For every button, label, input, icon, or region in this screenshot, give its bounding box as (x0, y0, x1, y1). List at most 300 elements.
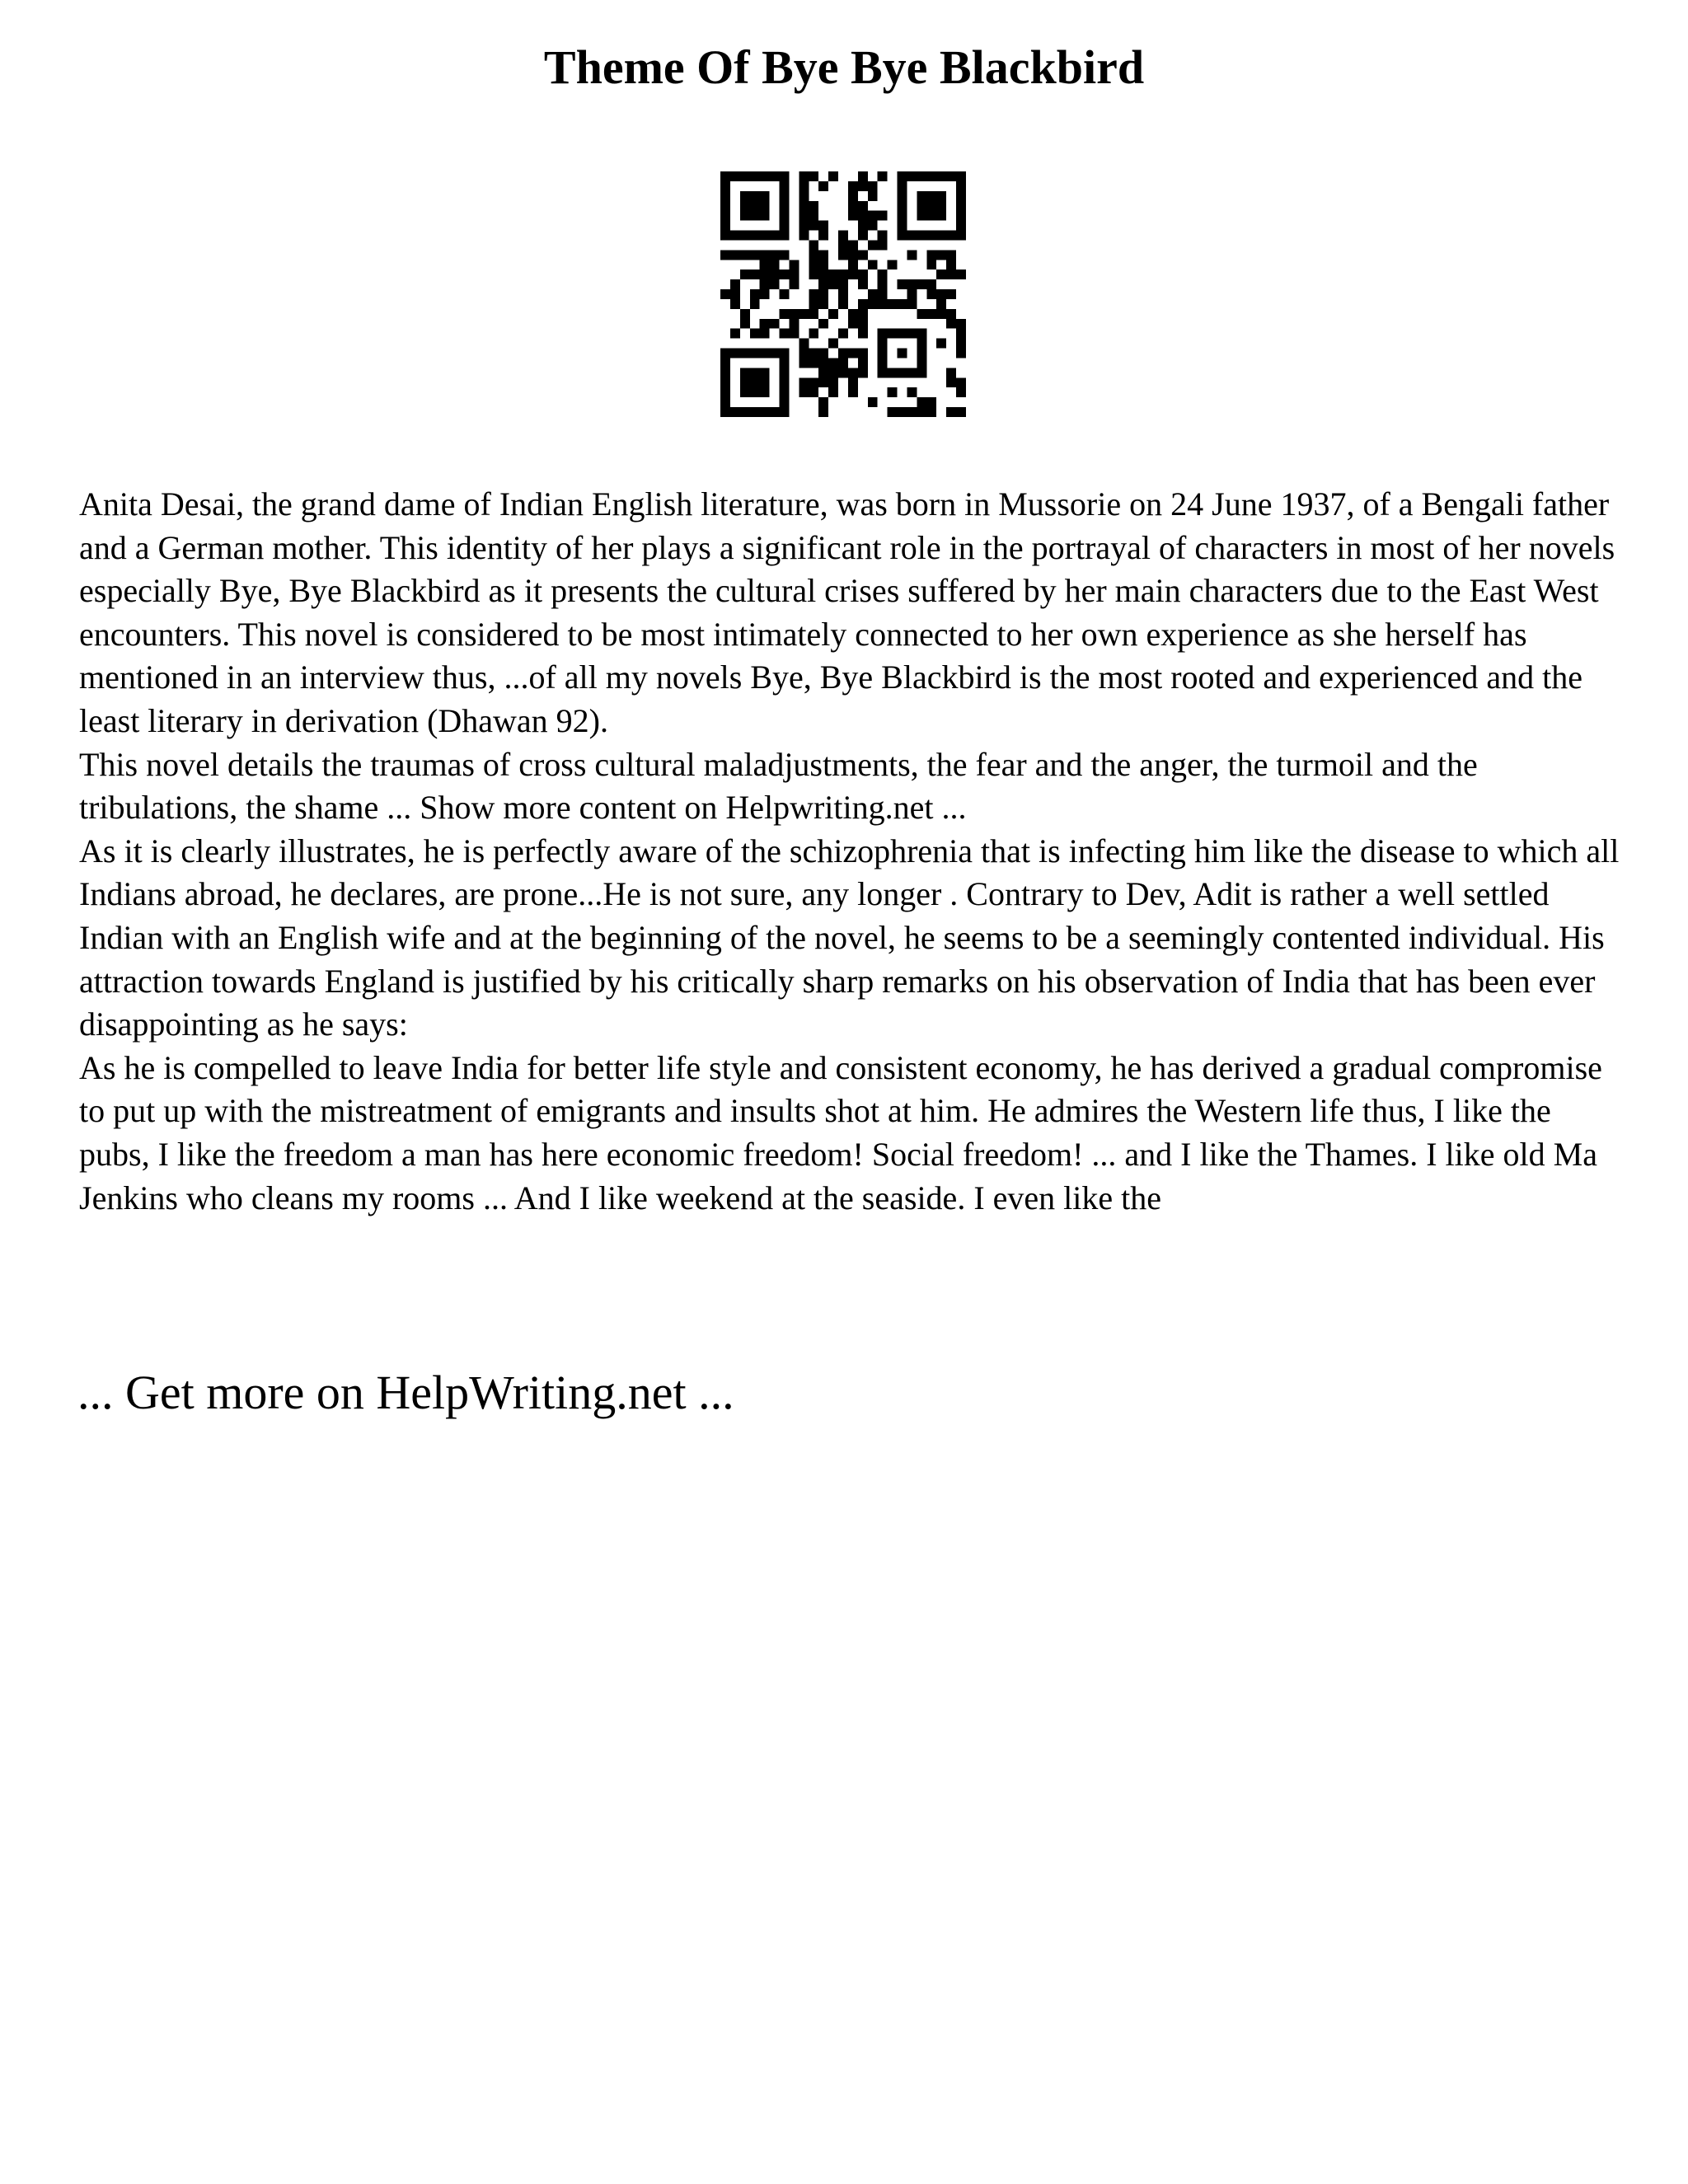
qr-module (917, 309, 926, 319)
qr-module (888, 329, 898, 339)
qr-module (888, 407, 898, 417)
qr-module (818, 289, 828, 299)
qr-module (936, 231, 946, 241)
qr-module (946, 368, 956, 377)
qr-module (760, 319, 770, 329)
qr-module (750, 387, 760, 397)
qr-module (780, 387, 790, 397)
qr-module (828, 387, 838, 397)
qr-module (946, 250, 956, 260)
qr-module (809, 211, 818, 221)
qr-module (828, 377, 838, 387)
qr-module (760, 289, 770, 299)
qr-module (946, 407, 956, 417)
qr-module (799, 171, 809, 181)
qr-module (936, 269, 946, 279)
qr-module (926, 250, 936, 260)
qr-module (818, 319, 828, 329)
qr-module (740, 250, 750, 260)
qr-module (926, 171, 936, 181)
qr-module (858, 201, 868, 211)
qr-module (878, 269, 888, 279)
qr-module (917, 201, 926, 211)
qr-module (926, 191, 936, 201)
qr-module (848, 349, 858, 359)
qr-module (868, 397, 878, 407)
qr-module (868, 211, 878, 221)
qr-module (888, 387, 898, 397)
qr-module (898, 191, 907, 201)
qr-module (828, 339, 838, 349)
qr-module (780, 368, 790, 377)
qr-module (858, 279, 868, 289)
qr-module (858, 309, 868, 319)
qr-module (799, 211, 809, 221)
qr-module (946, 171, 956, 181)
qr-module (907, 231, 917, 241)
qr-module (936, 191, 946, 201)
qr-module (730, 289, 740, 299)
qr-module (838, 240, 848, 250)
qr-module (809, 240, 818, 250)
qr-module (809, 329, 818, 339)
qr-module (809, 309, 818, 319)
qr-module (917, 211, 926, 221)
qr-module (720, 221, 730, 231)
qr-module (780, 397, 790, 407)
qr-module (917, 368, 926, 377)
qr-module (740, 231, 750, 241)
qr-module (780, 309, 790, 319)
qr-module (848, 269, 858, 279)
qr-module (818, 377, 828, 387)
qr-module (907, 299, 917, 309)
qr-module (740, 349, 750, 359)
paragraph-intro: Anita Desai, the grand dame of Indian English literature, was born in Mussorie on 24 June 1937, of a Bengali father and a German mother. This identity of her plays a significant role in the portrayal of characters in most of her novels especially Bye, Bye Blackbird as it presents the cultural crises suffered by her main characters due to the East West encounters. This novel is considered to be most intimately connected to her own experience as she herself has mentioned in an interview thus, ...of all my novels Bye, Bye Blackbird is the most rooted and experienced and the least literary in derivation (Dhawan 92). (79, 485, 1615, 739)
qr-module (868, 181, 878, 191)
qr-module (946, 260, 956, 269)
qr-module (848, 387, 858, 397)
qr-module (760, 191, 770, 201)
qr-module (858, 269, 868, 279)
qr-module (720, 349, 730, 359)
qr-module (888, 368, 898, 377)
qr-module (740, 368, 750, 377)
qr-module (809, 221, 818, 231)
qr-module (936, 309, 946, 319)
qr-module (936, 201, 946, 211)
qr-code-icon (720, 171, 966, 417)
qr-module (720, 368, 730, 377)
qr-module (946, 269, 956, 279)
qr-module (858, 221, 868, 231)
qr-module (898, 279, 907, 289)
qr-module (898, 349, 907, 359)
qr-module (858, 368, 868, 377)
qr-module (917, 231, 926, 241)
qr-module (956, 339, 966, 349)
qr-module (760, 387, 770, 397)
qr-module (740, 377, 750, 387)
qr-module (946, 231, 956, 241)
qr-module (799, 191, 809, 201)
qr-module (750, 377, 760, 387)
qr-module (740, 211, 750, 221)
qr-module (809, 250, 818, 260)
qr-module (878, 171, 888, 181)
qr-module (848, 191, 858, 201)
qr-module (898, 171, 907, 181)
qr-module (760, 201, 770, 211)
qr-module (946, 377, 956, 387)
qr-module (926, 397, 936, 407)
qr-module (720, 231, 730, 241)
qr-module (868, 221, 878, 231)
qr-module (799, 349, 809, 359)
qr-module (956, 319, 966, 329)
qr-module (720, 250, 730, 260)
paragraph-traumas: This novel details the traumas of cross cultural maladjustments, the fear and the anger, the turmoil and the tribulations, the shame ... Show more content on Helpwriting.net ... (79, 745, 1478, 827)
qr-module (858, 349, 868, 359)
qr-module (720, 377, 730, 387)
qr-module (838, 349, 848, 359)
qr-module (878, 358, 888, 368)
qr-module (907, 387, 917, 397)
qr-module (848, 368, 858, 377)
qr-module (799, 387, 809, 397)
qr-module (946, 319, 956, 329)
qr-module (956, 407, 966, 417)
qr-module (936, 250, 946, 260)
qr-module (838, 231, 848, 241)
qr-module (730, 171, 740, 181)
qr-module (936, 171, 946, 181)
qr-module (858, 231, 868, 241)
qr-module (799, 221, 809, 231)
qr-module (780, 191, 790, 201)
qr-module (770, 279, 780, 289)
paragraph-schizophrenia: As it is clearly illustrates, he is perfectly aware of the schizophrenia that is infecting him like the disease to which all Indians abroad, he declares, are prone...He is not sure, any longer . Contrary to Dev, Adit is rather a well settled Indian with an English wife and at the beginning of the novel, he seems to be a seemingly contented individual. His attraction towards England is justified by his critically sharp remarks on his observation of India that has been ever disappointing as he says: (79, 832, 1620, 1043)
qr-module (878, 329, 888, 339)
qr-module (898, 231, 907, 241)
qr-module (907, 329, 917, 339)
qr-module (818, 231, 828, 241)
qr-module (720, 289, 730, 299)
qr-module (917, 329, 926, 339)
qr-module (750, 231, 760, 241)
qr-module (946, 289, 956, 299)
qr-module (780, 250, 790, 260)
qr-module (848, 309, 858, 319)
qr-module (898, 329, 907, 339)
qr-module (818, 368, 828, 377)
qr-module (799, 358, 809, 368)
qr-module (760, 171, 770, 181)
qr-module (760, 211, 770, 221)
qr-module (760, 231, 770, 241)
qr-module (907, 289, 917, 299)
qr-module (818, 181, 828, 191)
qr-module (818, 397, 828, 407)
qr-module (760, 377, 770, 387)
qr-module (917, 171, 926, 181)
qr-module (818, 349, 828, 359)
document-body (79, 483, 1620, 1220)
qr-module (780, 349, 790, 359)
qr-module (848, 319, 858, 329)
qr-module (828, 309, 838, 319)
qr-module (770, 349, 780, 359)
qr-module (760, 349, 770, 359)
qr-module (956, 329, 966, 339)
qr-module (720, 171, 730, 181)
qr-module (858, 329, 868, 339)
qr-module (760, 329, 770, 339)
qr-module (838, 250, 848, 260)
qr-module (878, 289, 888, 299)
qr-module (809, 377, 818, 387)
qr-module (878, 368, 888, 377)
qr-module (770, 407, 780, 417)
qr-module (760, 250, 770, 260)
qr-module (760, 279, 770, 289)
qr-module (789, 279, 799, 289)
qr-module (789, 269, 799, 279)
qr-module (750, 349, 760, 359)
qr-module (858, 181, 868, 191)
qr-module (936, 211, 946, 221)
qr-module (956, 171, 966, 181)
qr-module (799, 201, 809, 211)
qr-module (858, 211, 868, 221)
qr-module (740, 319, 750, 329)
qr-module (818, 221, 828, 231)
qr-code-graphic (720, 171, 966, 417)
qr-module (868, 299, 878, 309)
qr-module (926, 279, 936, 289)
qr-module (878, 240, 888, 250)
qr-module (898, 368, 907, 377)
qr-module (956, 181, 966, 191)
qr-module (730, 299, 740, 309)
qr-module (720, 387, 730, 397)
qr-module (750, 368, 760, 377)
qr-module (780, 377, 790, 387)
qr-module (730, 279, 740, 289)
qr-module (750, 201, 760, 211)
qr-module (720, 397, 730, 407)
qr-module (750, 250, 760, 260)
qr-module (878, 299, 888, 309)
qr-module (858, 358, 868, 368)
qr-module (838, 279, 848, 289)
qr-module (838, 299, 848, 309)
qr-module (740, 269, 750, 279)
qr-module (858, 171, 868, 181)
qr-module (838, 289, 848, 299)
qr-module (898, 181, 907, 191)
qr-module (917, 397, 926, 407)
qr-module (780, 329, 790, 339)
qr-module (720, 201, 730, 211)
qr-module (799, 339, 809, 349)
qr-module (809, 289, 818, 299)
qr-module (838, 329, 848, 339)
qr-module (760, 368, 770, 377)
qr-module (848, 377, 858, 387)
qr-module (936, 299, 946, 309)
qr-module (818, 358, 828, 368)
qr-module (780, 358, 790, 368)
qr-module (780, 289, 790, 299)
qr-module (907, 407, 917, 417)
qr-module (926, 309, 936, 319)
qr-module (799, 181, 809, 191)
qr-module (848, 201, 858, 211)
qr-module (789, 319, 799, 329)
qr-module (888, 260, 898, 269)
qr-module (780, 231, 790, 241)
qr-module (917, 339, 926, 349)
qr-module (760, 407, 770, 417)
qr-module (780, 201, 790, 211)
qr-module (818, 260, 828, 269)
qr-module (878, 231, 888, 241)
qr-module (936, 339, 946, 349)
qr-module (898, 221, 907, 231)
qr-module (956, 231, 966, 241)
qr-module (730, 349, 740, 359)
qr-module (780, 221, 790, 231)
qr-module (828, 269, 838, 279)
qr-module (809, 201, 818, 211)
qr-module (809, 358, 818, 368)
qr-module (818, 269, 828, 279)
qr-module (770, 231, 780, 241)
qr-module (740, 407, 750, 417)
qr-module (750, 211, 760, 221)
qr-module (858, 299, 868, 309)
qr-module (878, 339, 888, 349)
qr-module (789, 329, 799, 339)
qr-module (780, 407, 790, 417)
qr-module (838, 269, 848, 279)
qr-module (760, 260, 770, 269)
qr-module (809, 299, 818, 309)
qr-module (926, 260, 936, 269)
qr-module (848, 250, 858, 260)
qr-module (868, 240, 878, 250)
qr-module (828, 358, 838, 368)
qr-module (780, 171, 790, 181)
qr-module (878, 349, 888, 359)
qr-module (946, 309, 956, 319)
qr-module (868, 191, 878, 201)
qr-module (809, 171, 818, 181)
qr-module (809, 269, 818, 279)
qr-module (780, 181, 790, 191)
qr-module (750, 329, 760, 339)
qr-module (730, 250, 740, 260)
qr-module (818, 279, 828, 289)
get-more-link[interactable]: ... Get more on HelpWriting.net ... (77, 1366, 734, 1419)
qr-module (848, 181, 858, 191)
qr-module (888, 299, 898, 309)
qr-module (780, 269, 790, 279)
qr-module (740, 387, 750, 397)
qr-module (848, 260, 858, 269)
qr-module (740, 191, 750, 201)
qr-module (917, 407, 926, 417)
qr-module (956, 269, 966, 279)
qr-module (828, 171, 838, 181)
qr-module (720, 407, 730, 417)
qr-module (926, 231, 936, 241)
qr-module (936, 289, 946, 299)
qr-module (818, 250, 828, 260)
qr-module (898, 299, 907, 309)
qr-module (720, 358, 730, 368)
qr-module (770, 250, 780, 260)
qr-module (809, 260, 818, 269)
qr-module (926, 201, 936, 211)
qr-module (770, 319, 780, 329)
qr-module (956, 191, 966, 201)
qr-module (828, 368, 838, 377)
qr-module (878, 279, 888, 289)
qr-module (750, 191, 760, 201)
qr-module (740, 171, 750, 181)
qr-module (809, 387, 818, 397)
qr-module (720, 211, 730, 221)
qr-module (878, 211, 888, 221)
qr-module (956, 377, 966, 387)
qr-module (956, 221, 966, 231)
qr-module (838, 368, 848, 377)
qr-module (956, 349, 966, 359)
qr-module (740, 201, 750, 211)
qr-module (818, 299, 828, 309)
qr-module (720, 181, 730, 191)
qr-module (926, 289, 936, 299)
qr-module (750, 289, 760, 299)
qr-module (838, 358, 848, 368)
qr-module (858, 319, 868, 329)
qr-module (799, 231, 809, 241)
qr-module (720, 191, 730, 201)
qr-module (799, 377, 809, 387)
qr-module (799, 309, 809, 319)
qr-module (917, 279, 926, 289)
qr-module (828, 279, 838, 289)
qr-module (848, 211, 858, 221)
qr-module (750, 299, 760, 309)
qr-module (898, 211, 907, 221)
qr-module (750, 269, 760, 279)
qr-module (917, 191, 926, 201)
qr-module (809, 349, 818, 359)
qr-module (770, 260, 780, 269)
qr-module (956, 201, 966, 211)
qr-module (907, 279, 917, 289)
qr-module (917, 358, 926, 368)
qr-module (760, 269, 770, 279)
qr-module (770, 171, 780, 181)
qr-module (917, 349, 926, 359)
qr-module (898, 201, 907, 211)
qr-module (956, 211, 966, 221)
qr-module (730, 231, 740, 241)
